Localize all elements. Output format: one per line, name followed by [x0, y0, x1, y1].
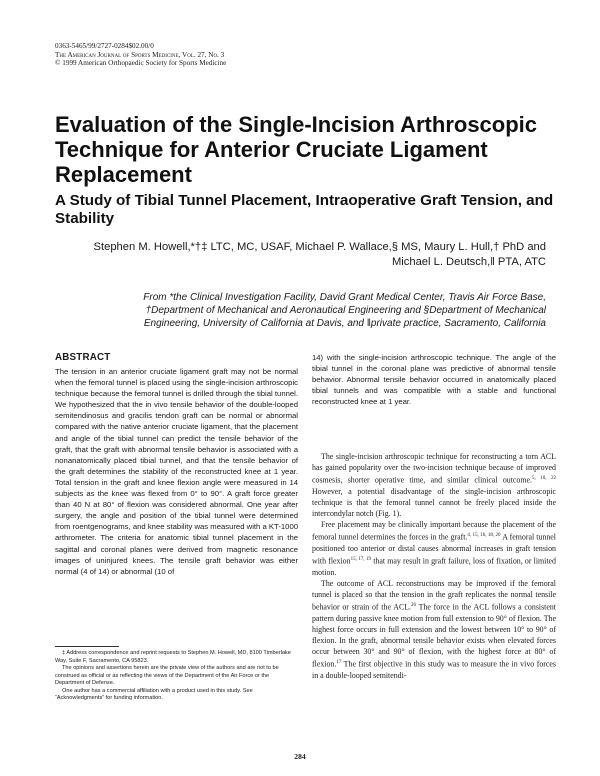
- abstract-section: [55, 352, 298, 577]
- article-title: Evaluation of the Single-Incision Arthroscopic Technique for Anterior Cruciate Ligament Replacement: [55, 112, 538, 187]
- abstract-text: The tension in an anterior cruciate ligament graft may not be normal when the femoral tunnel is placed using the single-incision arthroscopic technique because the femoral tunnel is drilled through the tibial tunnel. We hypothesized that the in vivo tensile behavior of the double-looped semitendinosus and gracilis tendon graft can be normal or abnormal compared with the native anterior cruciate ligament, that the placement and angle of the tibial tunnel can predict the tensile behavior of the graft, that the graft with abnormal tensile behavior is associated with a nonanatomically placed tibial tunnel, and that the tensile behavior of the graft determines the stability of the reconstructed knee at 1 year. Total tension in the graft and knee flexion angle were measured in 14 subjects as the knee was flexed from 0° to 90°. A graft force greater than 40 N at 80° of flexion was considered abnormal. One year after surgery, the angle and position of the tibial tunnel were determined from roentgenograms, and knee stability was measured with a KT-1000 arthrometer. The criteria for anatomic tibial tunnel placement in the sagittal and coronal planes were derived from magnetic resonance images of uninjured knees. The tensile graft behavior was either normal (4 of 14) or abnormal (10 of: [55, 367, 298, 576]
- affiliations: [55, 291, 546, 331]
- intro-paragraph-2: Free placement may be clinically important because the placement of the femoral tunnel determines the forces in the graft.$^{4, 15, 16, 18, 20}$ A femoral tunnel positioned too anterior or distal causes abnormal increases in graft tension with flexion$^{15, 17, 19}$ that may result in graft failure, loss of fixation, or limited motion.: [312, 520, 556, 577]
- intro-paragraph-3: The outcome of ACL reconstructions may be improved if the femoral tunnel is placed so that the tension in the graft replicates the normal tensile behavior or strain of the ACL.$^{26}$ The force in the ACL follows a consistent pattern during passive knee motion from full extension to 90° of flexion. The highest force occurs in full extension and the lowest between 10° to 90° of flexion. In the graft, abnormal tensile behavior exists when elevated forces occur between 30° and 90° of flexion, with the highest force at 80° of flexion.$^{17}$ The first objective in this study was to measure the in vivo forces in a double-looped semitendi-: [312, 578, 556, 680]
- affiliation-line-2: †Department of Mechanical and Aeronautical Engineering and §Department of Mechanical: [145, 305, 546, 317]
- doi-code: 0363-5465/99/2727-0284$02.00/0: [55, 42, 154, 50]
- affiliation-line-3: Engineering, University of California at Davis, and ‖private practice, Sacramento, California: [143, 318, 546, 330]
- page-number: 284: [294, 752, 306, 761]
- intro-paragraph-1: The single-incision arthroscopic technique for reconstructing a torn ACL has gained popularity over the two-incision technique because of improved cosmesis, shorter operative time, and similar clinical outcome.$^{5, 10, 22}$ However, a potential disadvantage of the single-incision arthroscopic technique is that the femoral tunnel cannot be freely placed inside the intercondylar notch (Fig. 1).: [312, 452, 556, 519]
- author-line-1: Stephen M. Howell,*†‡ LTC, MC, USAF, Michael P. Wallace,§ MS, Maury L. Hull,† PhD and: [93, 241, 546, 253]
- author-list: [55, 240, 546, 269]
- footnotes: [55, 650, 298, 703]
- affiliation-line-1: From *the Clinical Investigation Facility, David Grant Medical Center, Travis Air Force Base,: [143, 292, 546, 303]
- footnote-rule: [55, 646, 119, 647]
- author-line-2: Michael L. Deutsch,‖ PTA, ATC: [391, 255, 546, 268]
- article-subtitle: A Study of Tibial Tunnel Placement, Intraoperative Graft Tension, and Stability: [55, 192, 554, 227]
- abstract-heading: ABSTRACT: [55, 352, 111, 363]
- copyright-notice: © 1999 American Orthopaedic Society for Sports Medicine: [55, 59, 227, 67]
- journal-citation: The American Journal of Sports Medicine, Vol. 27, No. 3: [55, 50, 225, 59]
- abstract-continuation: [312, 352, 556, 407]
- introduction-section: [312, 451, 556, 681]
- footnote-disclaimer: The opinions and assertions herein are the private view of the authors and are not to be construed as official or as reflecting the views of the Department of the Air Force or the Department of Defense.: [55, 665, 279, 686]
- abstract-continuation-text: 14) with the single-incision arthroscopic technique. The angle of the tibial tunnel in the coronal plane was predictive of abnormal tensile behavior. Abnormal tensile behavior occurred in anatomically placed tibial tunnels and was compatible with a stable and functional reconstructed knee at 1 year.: [312, 353, 556, 407]
- footnote-affiliation: One author has a commercial affiliation with a product used in this study. See “Acknowledgments” for funding information.: [55, 687, 253, 701]
- footnote-correspondence: ‡ Address correspondence and reprint requests to Stephen M. Howell, MD, 8100 Timberlake Way, Suite F, Sacramento, CA 95823.: [55, 650, 291, 664]
